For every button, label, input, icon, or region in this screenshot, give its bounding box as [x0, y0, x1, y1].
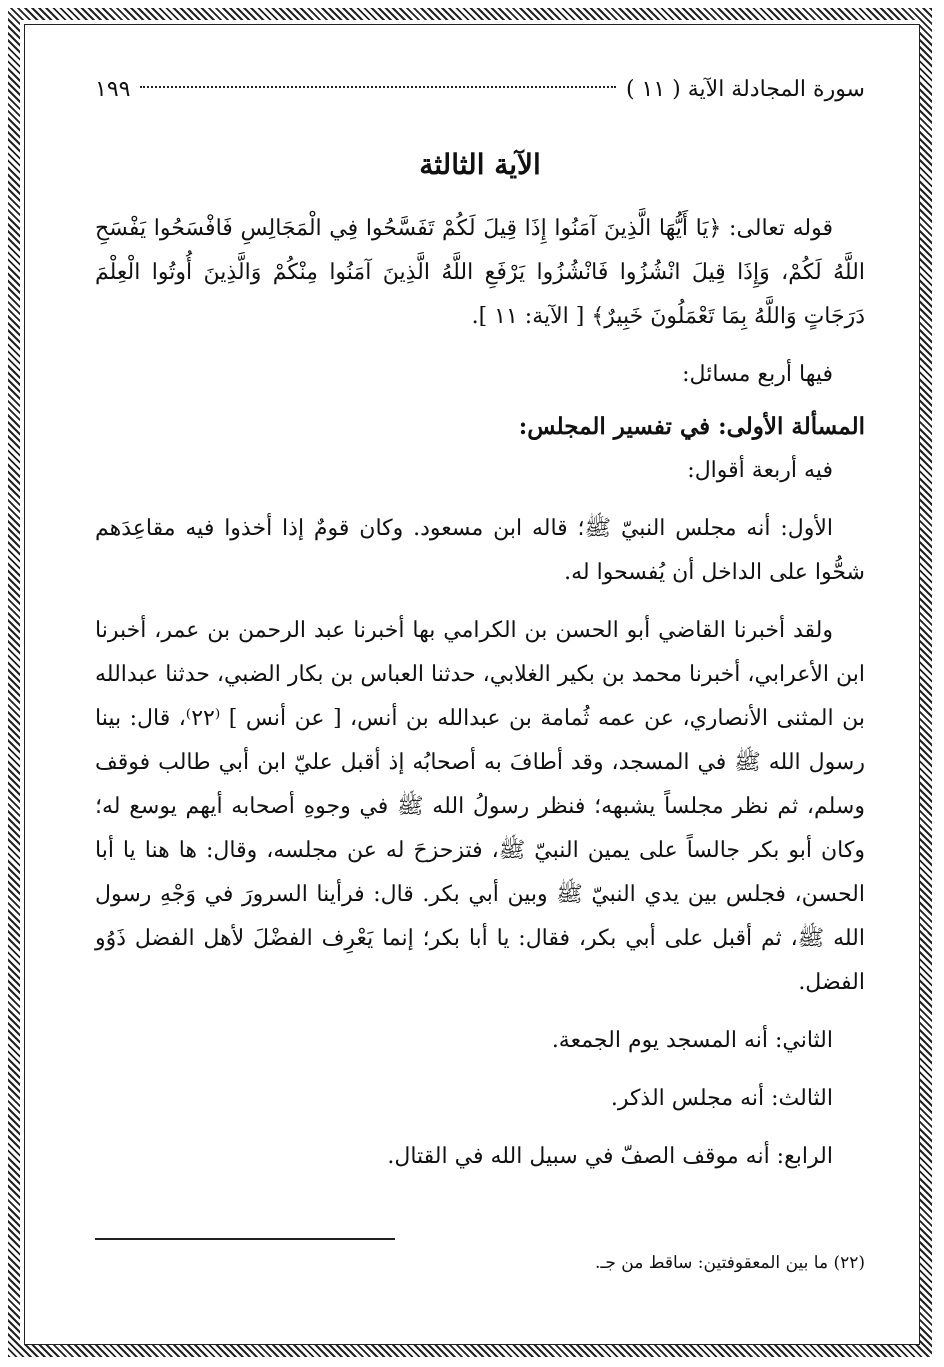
footnote-divider — [95, 1238, 395, 1240]
opinion-third: الثالث: أنه مجلس الذكر. — [610, 1086, 833, 1111]
header-dot-leader — [140, 86, 616, 88]
opinions-intro: فيه أربعة أقوال: — [687, 458, 833, 483]
footnote: (٢٢) ما بين المعقوفتين: ساقط من جـ. — [594, 1253, 865, 1273]
issue-heading: المسألة الأولى: في تفسير المجلس: — [518, 413, 865, 440]
issues-intro: فيها أربع مسائل: — [682, 362, 833, 387]
opinion-second: الثاني: أنه المسجد يوم الجمعة. — [551, 1028, 833, 1053]
page-number: ١٩٩ — [95, 77, 131, 102]
hadith-paragraph: ولقد أخبرنا القاضي أبو الحسن بن الكرامي بها أخبرنا عبد الرحمن بن عمر، أخبرنا ابن الأعرابي، أخبرنا محمد بن بكير الغلابي، حدثنا العباس بن بكار الضبي، حدثنا عبدالله بن المثنى الأنصاري، عن عمه ثُمامة بن عبدالله بن أنس، [ عن أنس ] ⁽٢٢⁾، قال: بينا رسول الله ﷺ في المسجد، وقد أطافَ به أصحابُه إذ أقبل عليّ ابن أبي طالب فوقف وسلم، ثم نظر مجلساً يشبهه؛ فنظر رسولُ الله ﷺ في وجوهِ أصحابه أيهم يوسع له؛ وكان أبو بكر جالساً على يمين النبيّ ﷺ، فتزحزحَ له عن مجلسه، وقال: ها هنا يا أبا الحسن، فجلس بين يدي النبيّ ﷺ وبين أبي بكر. قال: فرأينا السرورَ في وَجْهِ رسول الله ﷺ، ثم أقبل على أبي بكر، فقال: يا أبا بكر؛ إنما يَعْرِف الفضْلَ لأهل الفضل ذَوُو الفضل. — [95, 618, 865, 995]
verse-paragraph: قوله تعالى: ﴿يَا أَيُّهَا الَّذِينَ آمَنُوا إِذَا قِيلَ لَكُمْ تَفَسَّحُوا فِي الْمَجَالِسِ فَافْسَحُوا يَفْسَحِ اللَّهُ لَكُمْ، وَإِذَا قِيلَ انْشُزُوا فَانْشُزُوا يَرْفَعِ اللَّهُ الَّذِينَ آمَنُوا مِنْكُمْ وَالَّذِينَ أُوتُوا الْعِلْمَ دَرَجَاتٍ وَاللَّهُ بِمَا تَعْمَلُونَ خَبِيرٌ﴾ [ الآية: ١١ ]. — [95, 216, 865, 329]
opinion-fourth: الرابع: أنه موقف الصفّ في سبيل الله في القتال. — [387, 1144, 833, 1169]
section-title: الآية الثالثة — [419, 148, 541, 181]
running-header — [95, 70, 865, 110]
opinion-first: الأول: أنه مجلس النبيّ ﷺ؛ قاله ابن مسعود. وكان قومٌ إذا أخذوا فيه مقاعِدَهم شحُّوا على الداخل أن يُفسحوا له. — [95, 516, 865, 585]
book-page — [95, 70, 865, 1273]
header-title: سورة المجادلة الآية ( ١١ ) — [625, 77, 865, 102]
